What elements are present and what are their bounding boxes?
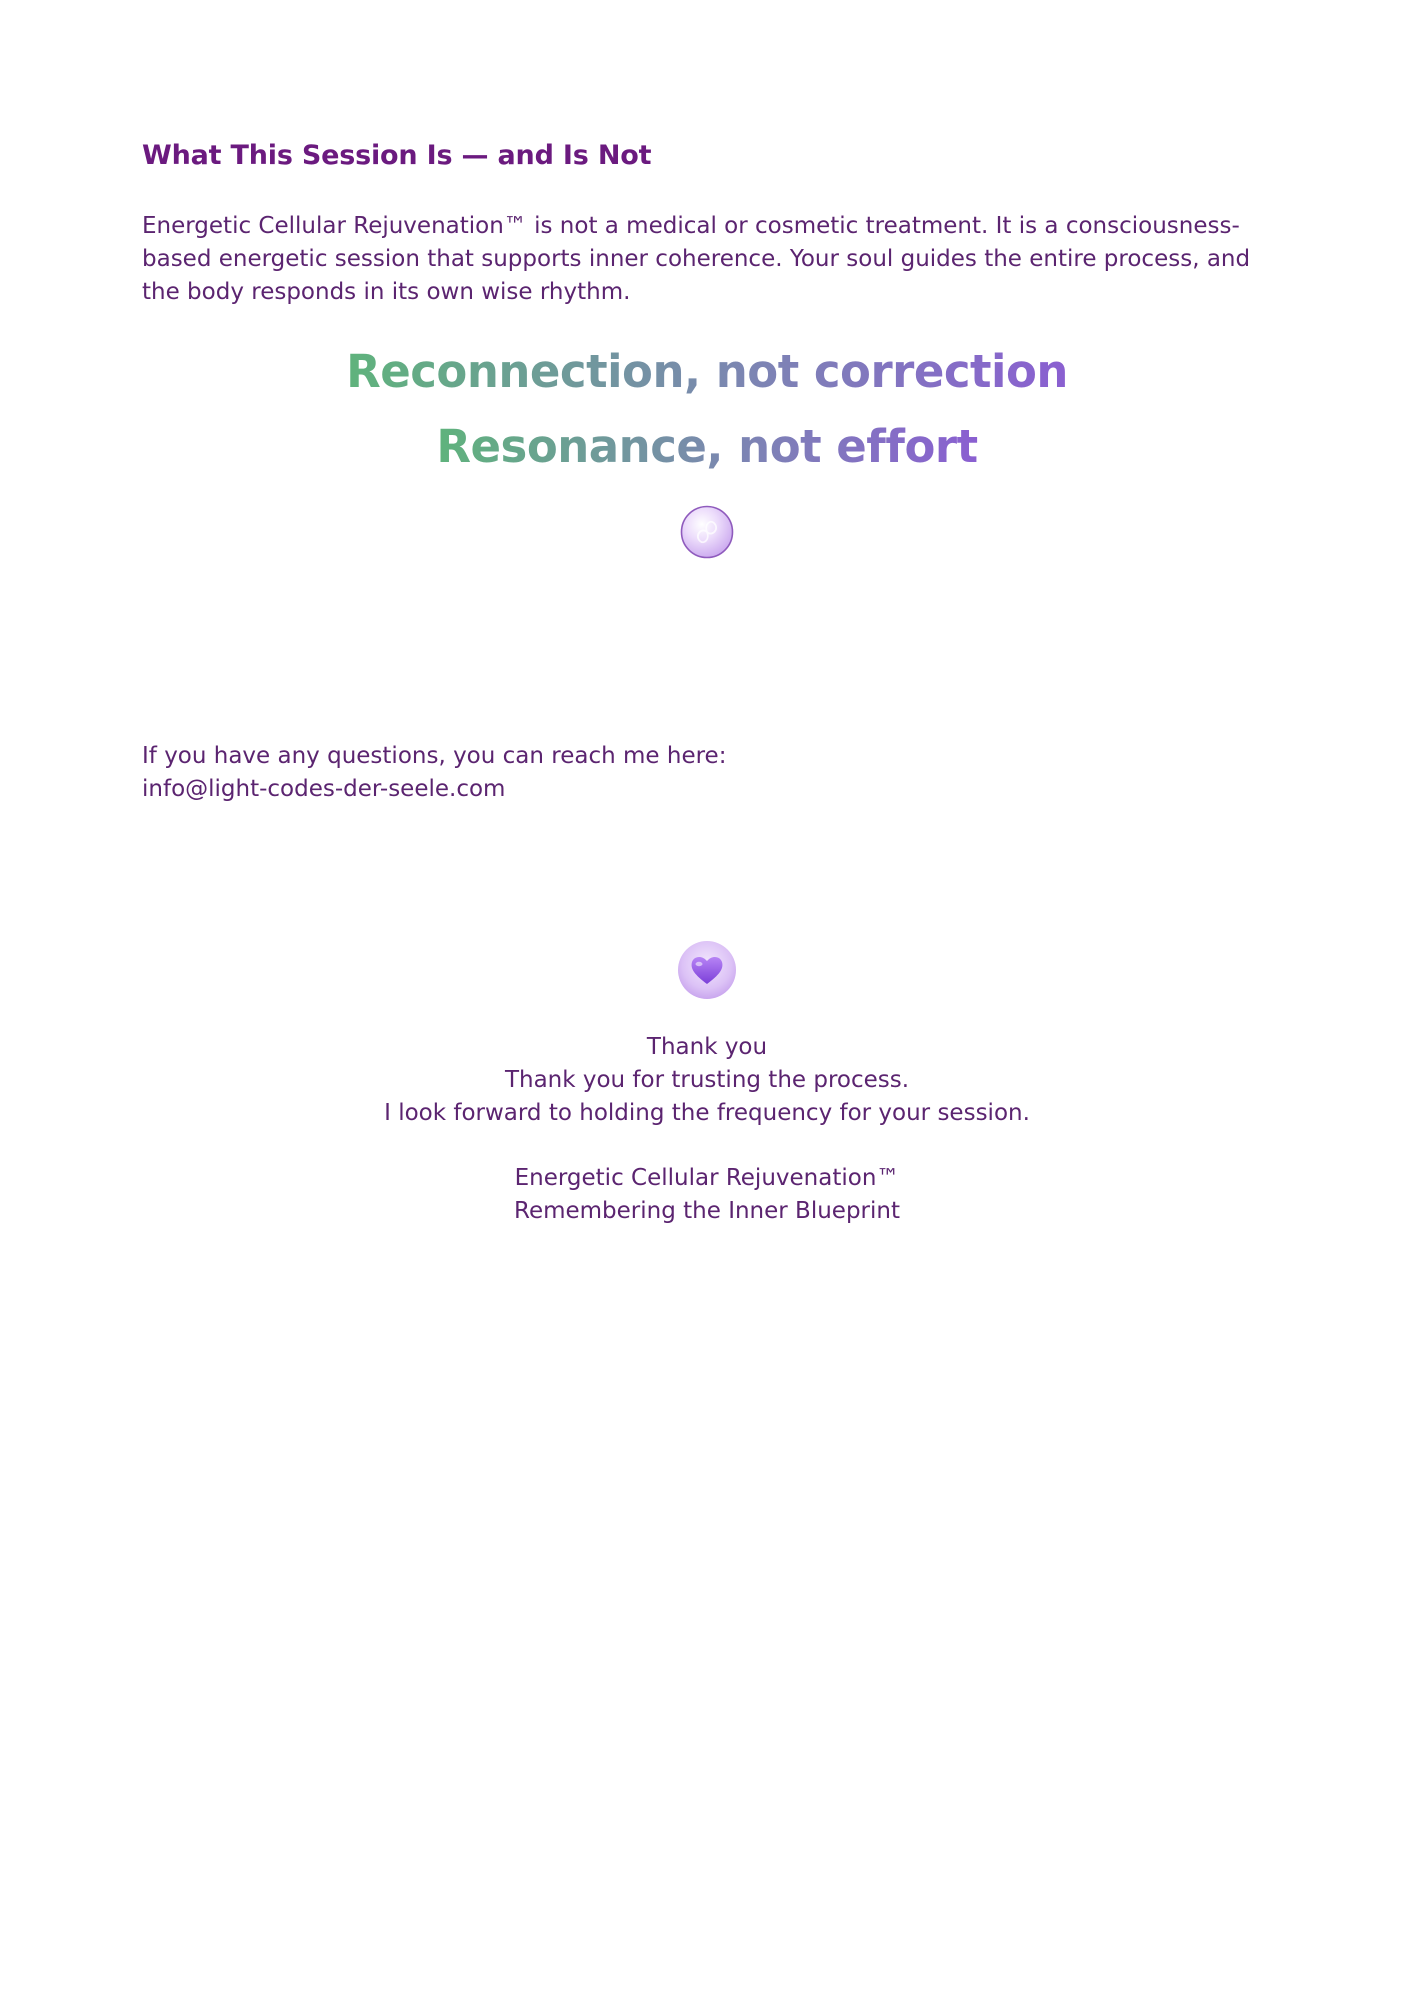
section-heading: What This Session Is — and Is Not bbox=[142, 140, 652, 171]
infinity-orb-icon bbox=[680, 505, 734, 559]
thank-you-line: Thank you for trusting the process. bbox=[504, 1067, 910, 1093]
tagline-resonance-text: Resonance, not effort bbox=[436, 420, 978, 473]
brand-name: Energetic Cellular Rejuvenation™ bbox=[514, 1165, 900, 1191]
tagline-reconnection bbox=[0, 345, 1414, 398]
contact-prompt: If you have any questions, you can reach me here: bbox=[142, 743, 727, 769]
look-forward-line: I look forward to holding the frequency for your session. bbox=[384, 1100, 1030, 1126]
purple-heart-icon bbox=[677, 940, 737, 1000]
intro-paragraph: Energetic Cellular Rejuvenation™ is not a medical or cosmetic treatment. It is a consciousness-based energetic session that supports inner coherence. Your soul guides the entire process, and the body responds in its own wise rhythm. bbox=[142, 213, 1251, 305]
tagline-resonance bbox=[0, 420, 1414, 473]
tagline-reconnection-text: Reconnection, not correction bbox=[346, 345, 1068, 398]
thank-you-block bbox=[0, 1031, 1414, 1130]
thank-you-title: Thank you bbox=[646, 1034, 768, 1060]
brand-tagline: Remembering the Inner Blueprint bbox=[514, 1198, 900, 1224]
contact-block bbox=[142, 740, 726, 806]
brand-signature bbox=[0, 1162, 1414, 1228]
contact-email-link[interactable]: info@light-codes-der-seele.com bbox=[142, 776, 506, 802]
